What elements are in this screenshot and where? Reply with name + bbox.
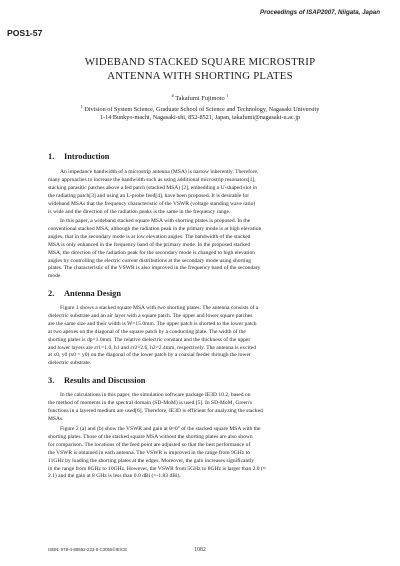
paragraph-line: is wide and the direction of the radiation peaks is the same in the frequency range. (48, 208, 231, 215)
paragraph-line: the VSWR is obtained in each antenna. The VSWR is improved in the range from 9GHz to (48, 449, 250, 456)
paragraph-line: are the same size and their width is W=15.0mm. The upper patch is shorted to the lower patch (48, 320, 257, 327)
paragraph-line: shorting plates. Those of the stacked square MSA without the shorting plates are also shown (48, 433, 253, 440)
paragraph-line: stacking parasitic patches above a fed patch (stacked MSA) [2], embedding a U-shaped slot in (48, 184, 258, 191)
paragraph-line: at x0, y0 (x0 = y0) on the diagonal of the lower patch by a coaxial feeder through the lower (48, 352, 251, 359)
section-title: Antenna Design (64, 289, 122, 298)
page-number: 1082 (194, 547, 206, 553)
paragraph-line: MSA is only enhanced in the frequency band of the primary mode. In the proposed stacked (48, 241, 251, 248)
section-heading-results (48, 376, 145, 385)
paragraph-line: angles by controlling the electric current distributions at the secondary mode using shorting (48, 257, 252, 264)
affiliation-line-2: 1-14 Bunkyo-machi, Nagasaki-shi, 852-8521, Japan, takafumi@nagasaki-u.ac.jp (99, 114, 301, 122)
affil-sup: 1 (80, 104, 83, 109)
paragraph-line: In this paper, a wideband stacked square MSA with shorting plates is proposed. In the (60, 218, 251, 224)
section-heading-introduction (48, 152, 109, 161)
paragraph (48, 218, 353, 281)
paragraph-line: wideband MSAs that the frequency characteristic of the VSWR (voltage standing wave ratio) (48, 200, 256, 207)
paragraph-line: In the calculations in this paper, the simulation software package IE3D 10.2, based on (60, 392, 251, 398)
affiliation (0, 103, 400, 122)
section-heading-antenna-design (48, 289, 121, 298)
paragraph-line: and lower layers are εr1=1.0, h1 and εr2=2.6, h2=2.4mm, respectively. The antenna is excited (48, 344, 256, 351)
paragraph-line: An impedance bandwidth of a microstrip antenna (MSA) is narrow inherently. Therefore, (60, 169, 259, 175)
paragraph-line: mode. (48, 273, 62, 280)
paragraph-line: plates. The characteristic of the VSWR is also improved in the frequency band of the secondary (48, 265, 261, 272)
section-number: 2. (48, 289, 55, 298)
paragraph-line: the radiating patch[3] and using an L-probe feed[4], have been proposed. It is desirable for (48, 192, 250, 199)
paragraph-line: angles, that in the secondary mode is at low elevation angles. The bandwidth of the stacked (48, 233, 251, 240)
author-mark: # (171, 93, 174, 98)
paragraph-line: MSA, the direction of the radiation peak for the secondary mode is changed to high elevation (48, 249, 256, 256)
paper-title (0, 56, 400, 83)
paragraph-line: 2.1) and the gain at 8 GHz is less than 0.0 dBi (=-1.83 dBi). (48, 473, 181, 480)
paragraph-line: in the range from 8GHz to 10GHz. However, the VSWR from 5GHz to 8GHz is larger than 2.0 (≈ (48, 465, 266, 472)
author-name: Takafumi Fujimoto (175, 95, 225, 103)
affiliation-line-1: Division of System Science, Graduate School of Science and Technology, Nagasaki University (84, 106, 320, 114)
paragraph-line: functions in a layered medium are used[6]. Therefore, IE3D is efficient for analyzing the stacked (48, 407, 263, 414)
paragraph-line: dielectric substrate and an air layer with a square patch. The upper and lower square patches (48, 312, 253, 319)
proceedings-header: Proceedings of ISAP2007, Niigata, Japan (259, 9, 380, 16)
section-title: Results and Discussion (64, 376, 146, 385)
paragraph-line: Figure 1 shows a stacked square MSA with two shorting plates. The antenna consists of a (60, 305, 259, 311)
paragraph-line: for comparison. The locations of the feed point are adjusted so that the best performance of (48, 441, 251, 448)
paragraph-line: the method of moments in the spectral domain (SD-MoM) is used [5]. In SD-MoM, Green's (48, 399, 253, 406)
paragraph-line: conventional stacked MSA, although the radiation peak in the primary mode is at high elevation (48, 225, 262, 232)
section-number: 1. (48, 152, 55, 161)
paper-title-line-1: WIDEBAND STACKED SQUARE MICROSTRIP (84, 56, 316, 68)
paragraph-line: 11GHz by loading the shorting plates at the edges. Moreover, the gain increases significantly (48, 457, 255, 464)
paragraph-line: dielectric substrate. (48, 360, 92, 367)
paragraph (48, 426, 353, 481)
section-title: Introduction (64, 152, 110, 161)
paper-title-line-2: ANTENNA WITH SHORTING PLATES (107, 69, 293, 82)
author-affil-sup: 1 (226, 93, 229, 98)
paragraph (48, 305, 353, 368)
author-line (0, 93, 400, 102)
paragraph-line: Figure 2 (a) and (b) show the VSWR and gain at θ=0° of the stacked square MSA with the (60, 426, 261, 432)
paragraph-line: at two apexes on the diagonal of the square patch by a conducting plate. The width of the (48, 328, 246, 335)
paragraph-line: many approaches to increase the bandwidth such as using additional microstrip resonators[1], (48, 176, 256, 183)
session-id: POS1-57 (7, 28, 43, 38)
section-number: 3. (48, 376, 55, 385)
paragraph-line: MSAs. (48, 415, 64, 422)
paragraph-line: shorting plates is dp=1.0mm. The relative dielectric constant and the thickness of the upper (48, 336, 251, 343)
isbn-footer: ISBN: 978-4-88552-223-9 C3055©IEICE (48, 547, 128, 552)
paragraph (48, 392, 353, 424)
paragraph (48, 169, 353, 216)
